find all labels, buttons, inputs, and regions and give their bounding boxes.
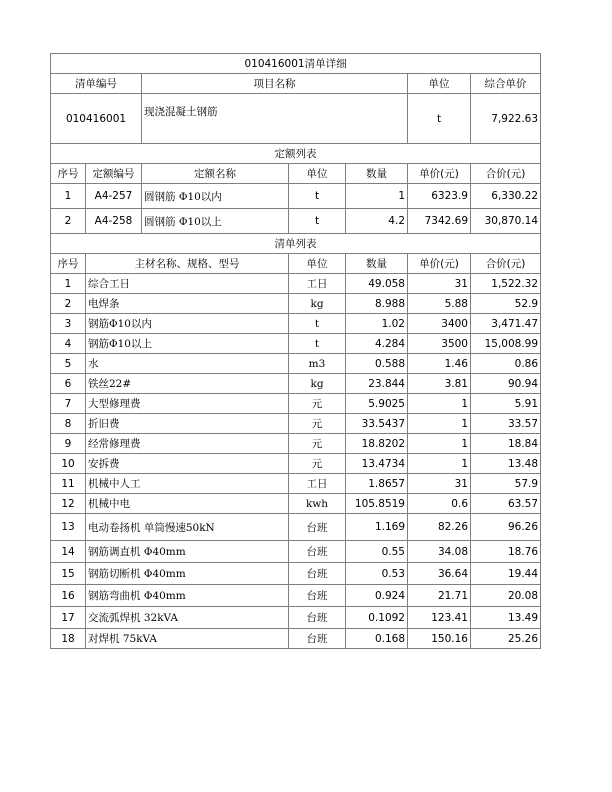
quota-section-title: 定额列表	[51, 144, 541, 164]
item-name: 现浇混凝土钢筋	[142, 94, 408, 144]
material-qty: 23.844	[346, 374, 408, 394]
material-qty: 0.1092	[346, 607, 408, 629]
name-label: 项目名称	[142, 74, 408, 94]
material-qty: 18.8202	[346, 434, 408, 454]
material-price: 36.64	[408, 563, 471, 585]
material-row	[51, 374, 541, 394]
quota-row	[51, 184, 541, 209]
quota-name: 圆钢筋 Φ10以上	[142, 209, 289, 234]
materials-col-name: 主材名称、规格、型号	[86, 254, 289, 274]
quota-price: 7342.69	[408, 209, 471, 234]
material-unit: t	[289, 334, 346, 354]
material-name: 电焊条	[86, 294, 289, 314]
materials-col-total: 合价(元)	[471, 254, 541, 274]
materials-col-unit: 单位	[289, 254, 346, 274]
materials-column-headers	[51, 254, 541, 274]
material-total: 25.26	[471, 629, 541, 649]
material-price: 34.08	[408, 541, 471, 563]
material-unit: 台班	[289, 541, 346, 563]
material-price: 5.88	[408, 294, 471, 314]
quota-col-price: 单价(元)	[408, 164, 471, 184]
material-no: 10	[51, 454, 86, 474]
material-total: 5.91	[471, 394, 541, 414]
quota-code: A4-257	[86, 184, 142, 209]
unit-label: 单位	[408, 74, 471, 94]
item-price: 7,922.63	[471, 94, 541, 144]
quota-section-row	[51, 144, 541, 164]
quota-name: 圆钢筋 Φ10以内	[142, 184, 289, 209]
material-unit: 台班	[289, 585, 346, 607]
material-name: 电动卷扬机 单筒慢速50kN	[86, 514, 289, 541]
material-price: 3.81	[408, 374, 471, 394]
material-total: 19.44	[471, 563, 541, 585]
material-row	[51, 541, 541, 563]
quota-unit: t	[289, 184, 346, 209]
material-no: 2	[51, 294, 86, 314]
quota-no: 2	[51, 209, 86, 234]
material-qty: 105.8519	[346, 494, 408, 514]
material-total: 33.57	[471, 414, 541, 434]
material-row	[51, 514, 541, 541]
material-total: 63.57	[471, 494, 541, 514]
material-row	[51, 314, 541, 334]
material-no: 9	[51, 434, 86, 454]
materials-col-price: 单价(元)	[408, 254, 471, 274]
material-unit: 台班	[289, 514, 346, 541]
material-price: 21.71	[408, 585, 471, 607]
material-price: 1	[408, 394, 471, 414]
material-unit: 工日	[289, 274, 346, 294]
material-name: 交流弧焊机 32kVA	[86, 607, 289, 629]
materials-col-no: 序号	[51, 254, 86, 274]
material-total: 15,008.99	[471, 334, 541, 354]
quota-no: 1	[51, 184, 86, 209]
quota-column-headers	[51, 164, 541, 184]
material-name: 大型修理费	[86, 394, 289, 414]
material-no: 5	[51, 354, 86, 374]
quota-code: A4-258	[86, 209, 142, 234]
material-no: 16	[51, 585, 86, 607]
material-name: 对焊机 75kVA	[86, 629, 289, 649]
detail-table	[50, 53, 541, 649]
quota-col-no: 序号	[51, 164, 86, 184]
material-row	[51, 334, 541, 354]
material-name: 安拆费	[86, 454, 289, 474]
material-row	[51, 414, 541, 434]
material-price: 3400	[408, 314, 471, 334]
material-qty: 4.284	[346, 334, 408, 354]
header-value-row	[51, 94, 541, 144]
material-unit: 元	[289, 414, 346, 434]
material-price: 82.26	[408, 514, 471, 541]
material-row	[51, 294, 541, 314]
material-price: 123.41	[408, 607, 471, 629]
material-name: 钢筋切断机 Φ40mm	[86, 563, 289, 585]
material-total: 96.26	[471, 514, 541, 541]
material-qty: 0.588	[346, 354, 408, 374]
quota-unit: t	[289, 209, 346, 234]
material-row	[51, 474, 541, 494]
material-unit: kg	[289, 294, 346, 314]
material-qty: 0.55	[346, 541, 408, 563]
material-price: 1.46	[408, 354, 471, 374]
material-row	[51, 607, 541, 629]
quota-qty: 1	[346, 184, 408, 209]
material-name: 折旧费	[86, 414, 289, 434]
material-no: 7	[51, 394, 86, 414]
material-row	[51, 454, 541, 474]
quota-row	[51, 209, 541, 234]
material-qty: 13.4734	[346, 454, 408, 474]
material-qty: 1.169	[346, 514, 408, 541]
quota-col-qty: 数量	[346, 164, 408, 184]
material-no: 1	[51, 274, 86, 294]
material-total: 3,471.47	[471, 314, 541, 334]
material-price: 31	[408, 274, 471, 294]
material-qty: 8.988	[346, 294, 408, 314]
materials-col-qty: 数量	[346, 254, 408, 274]
item-unit: t	[408, 94, 471, 144]
material-no: 17	[51, 607, 86, 629]
material-total: 0.86	[471, 354, 541, 374]
material-price: 31	[408, 474, 471, 494]
material-qty: 0.924	[346, 585, 408, 607]
material-unit: 元	[289, 434, 346, 454]
price-label: 综合单价	[471, 74, 541, 94]
material-name: 钢筋弯曲机 Φ40mm	[86, 585, 289, 607]
material-qty: 49.058	[346, 274, 408, 294]
material-unit: 元	[289, 394, 346, 414]
material-name: 经常修理费	[86, 434, 289, 454]
material-unit: 元	[289, 454, 346, 474]
material-row	[51, 629, 541, 649]
material-name: 钢筋调直机 Φ40mm	[86, 541, 289, 563]
quota-price: 6323.9	[408, 184, 471, 209]
header-label-row	[51, 74, 541, 94]
quota-col-total: 合价(元)	[471, 164, 541, 184]
item-code: 010416001	[51, 94, 142, 144]
code-label: 清单编号	[51, 74, 142, 94]
material-price: 0.6	[408, 494, 471, 514]
materials-section-row	[51, 234, 541, 254]
material-price: 1	[408, 434, 471, 454]
material-total: 18.84	[471, 434, 541, 454]
material-unit: 工日	[289, 474, 346, 494]
quota-col-code: 定额编号	[86, 164, 142, 184]
material-no: 12	[51, 494, 86, 514]
material-qty: 5.9025	[346, 394, 408, 414]
material-total: 13.48	[471, 454, 541, 474]
material-price: 150.16	[408, 629, 471, 649]
material-unit: 台班	[289, 563, 346, 585]
material-unit: m3	[289, 354, 346, 374]
material-no: 13	[51, 514, 86, 541]
material-qty: 33.5437	[346, 414, 408, 434]
material-name: 综合工日	[86, 274, 289, 294]
material-unit: kg	[289, 374, 346, 394]
material-unit: 台班	[289, 607, 346, 629]
material-no: 6	[51, 374, 86, 394]
material-total: 1,522.32	[471, 274, 541, 294]
material-row	[51, 585, 541, 607]
material-qty: 1.8657	[346, 474, 408, 494]
material-name: 钢筋Φ10以上	[86, 334, 289, 354]
quota-col-name: 定额名称	[142, 164, 289, 184]
material-name: 水	[86, 354, 289, 374]
material-price: 3500	[408, 334, 471, 354]
material-name: 机械中电	[86, 494, 289, 514]
material-qty: 0.168	[346, 629, 408, 649]
material-total: 13.49	[471, 607, 541, 629]
material-row	[51, 434, 541, 454]
material-total: 18.76	[471, 541, 541, 563]
material-total: 90.94	[471, 374, 541, 394]
material-no: 4	[51, 334, 86, 354]
page-title: 010416001清单详细	[51, 54, 541, 74]
material-price: 1	[408, 414, 471, 434]
material-row	[51, 494, 541, 514]
material-row	[51, 394, 541, 414]
material-no: 14	[51, 541, 86, 563]
material-no: 18	[51, 629, 86, 649]
material-unit: kwh	[289, 494, 346, 514]
material-price: 1	[408, 454, 471, 474]
material-no: 11	[51, 474, 86, 494]
material-unit: 台班	[289, 629, 346, 649]
material-total: 52.9	[471, 294, 541, 314]
materials-section-title: 清单列表	[51, 234, 541, 254]
material-name: 机械中人工	[86, 474, 289, 494]
quota-qty: 4.2	[346, 209, 408, 234]
material-unit: t	[289, 314, 346, 334]
title-row	[51, 54, 541, 74]
material-name: 钢筋Φ10以内	[86, 314, 289, 334]
quota-total: 30,870.14	[471, 209, 541, 234]
material-row	[51, 563, 541, 585]
material-qty: 1.02	[346, 314, 408, 334]
material-total: 57.9	[471, 474, 541, 494]
quota-col-unit: 单位	[289, 164, 346, 184]
material-no: 8	[51, 414, 86, 434]
material-name: 铁丝22#	[86, 374, 289, 394]
material-row	[51, 274, 541, 294]
material-row	[51, 354, 541, 374]
quota-total: 6,330.22	[471, 184, 541, 209]
material-no: 3	[51, 314, 86, 334]
material-no: 15	[51, 563, 86, 585]
material-qty: 0.53	[346, 563, 408, 585]
material-total: 20.08	[471, 585, 541, 607]
